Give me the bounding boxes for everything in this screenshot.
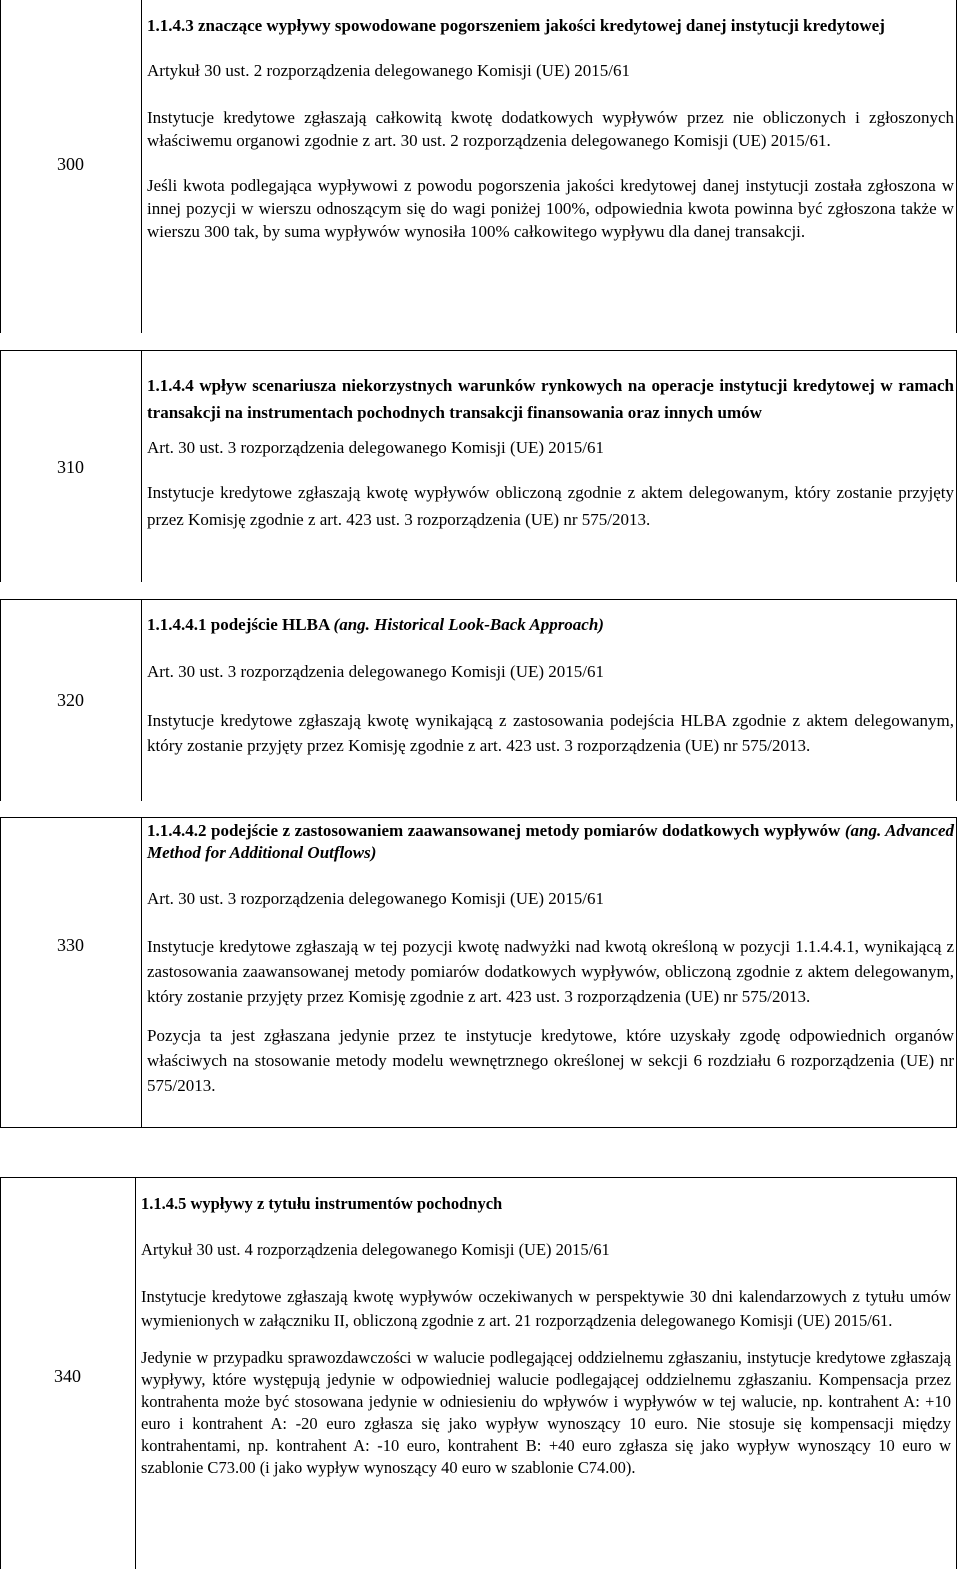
row-content: [147, 612, 954, 758]
legal-basis: Artykuł 30 ust. 4 rozporządzenia delegowanego Komisji (UE) 2015/61: [141, 1240, 610, 1259]
heading-text: 1.1.4.4.2 podejście z zastosowaniem zaawansowanej metody pomiarów dodatkowych wypływów: [147, 821, 845, 840]
description-paragraph: Instytucje kredytowe zgłaszają w tej pozycji kwotę nadwyżki nad kwotą określoną w pozycji 1.1.4.4.1, wynikającą z zastosowania zaawansowanej metody pomiarów dodatkowych wypływów, obliczoną zgodnie z aktem delegowanym, który zostanie przyjęty przez Komisję zgodnie z art. 423 ust. 3 rozporządzenia (UE) nr 575/2013.: [147, 937, 954, 1006]
row-content: [141, 1193, 951, 1479]
description-paragraph: Instytucje kredytowe zgłaszają kwotę wypływów oczekiwanych w perspektywie 30 dni kalendarzowych z tytułu umów wymienionych w załączniku II, obliczoną zgodnie z art. 21 rozporządzenia delegowanego Komisji (UE) 2015/61.: [141, 1287, 951, 1330]
row-code: 320: [57, 690, 84, 710]
description-paragraph: Jeśli kwota podlegająca wypływowi z powodu pogorszenia jakości kredytowej danej instytucji została zgłoszona w innej pozycji w wierszu odnoszącym się do wagi poniżej 100%, odpowiednia kwota powinna być zgłoszona także w wierszu 300 tak, by suma wypływów wynosiła 100% całkowitego wypływu dla danej transakcji.: [147, 176, 954, 241]
description-paragraph: Jedynie w przypadku sprawozdawczości w walucie podlegającej oddzielnemu zgłaszaniu, instytucje kredytowe zgłaszają wypływy, które występują jedynie w odpowiedniej walucie podlegającej oddzielnemu zgłaszaniu. Kompensacja przez kontrahenta może być stosowana jedynie w odniesieniu do wpływów i wypływów w tej walucie, np. kontrahent A: +10 euro i kontrahent A: -20 euro zgłasza się jako wypływ wynoszący 10 euro. Nie stosuje się kompensacji między kontrahentami, np. kontrahent A: -10 euro, kontrahent B: +40 euro zgłasza się jako wypływ wynoszący 10 euro w szablonie C73.00 (i jako wypływ wynoszący 40 euro w szablonie C74.00).: [141, 1348, 951, 1477]
heading-italic-text: (ang. Historical Look-Back Approach): [333, 615, 604, 634]
section-heading: 1.1.4.5 wypływy z tytułu instrumentów pochodnych: [141, 1194, 503, 1213]
description-paragraph: Instytucje kredytowe zgłaszają kwotę wynikającą z zastosowania podejścia HLBA zgodnie z aktem delegowanym, który zostanie przyjęty przez Komisję zgodnie z art. 423 ust. 3 rozporządzenia (UE) nr 575/2013.: [147, 711, 954, 755]
row-code: 340: [54, 1366, 81, 1386]
legal-basis: Art. 30 ust. 3 rozporządzenia delegowanego Komisji (UE) 2015/61: [147, 662, 604, 681]
section-heading: [147, 820, 954, 864]
heading-italic-text: (ang. Advanced Method for Additional Outflows): [147, 821, 954, 862]
row-code: 330: [57, 935, 84, 955]
section-heading: 1.1.4.4 wpływ scenariusza niekorzystnych warunków rynkowych na operacje instytucji kredytowej w ramach transakcji na instrumentach pochodnych transakcji finansowania oraz innych umów: [147, 376, 954, 422]
section-heading: 1.1.4.3 znaczące wypływy spowodowane pogorszeniem jakości kredytowej danej instytucji kredytowej: [147, 16, 885, 35]
row-code: 300: [57, 154, 84, 174]
row-content: [147, 14, 954, 243]
legal-basis: Art. 30 ust. 3 rozporządzenia delegowanego Komisji (UE) 2015/61: [147, 438, 604, 457]
description-paragraph: Instytucje kredytowe zgłaszają kwotę wypływów obliczoną zgodnie z aktem delegowanym, który zostanie przyjęty przez Komisję zgodnie z art. 423 ust. 3 rozporządzenia (UE) nr 575/2013.: [147, 483, 954, 529]
legal-basis: Artykuł 30 ust. 2 rozporządzenia delegowanego Komisji (UE) 2015/61: [147, 61, 630, 80]
row-content: [147, 820, 954, 1098]
section-heading: [147, 612, 954, 637]
row-code: 310: [57, 457, 84, 477]
description-paragraph: Instytucje kredytowe zgłaszają całkowitą kwotę dodatkowych wypływów przez nie obliczonych i zgłoszonych właściwemu organowi zgodnie z art. 30 ust. 2 rozporządzenia delegowanego Komisji (UE) 2015/61.: [147, 108, 954, 150]
heading-text: 1.1.4.4.1 podejście HLBA: [147, 615, 334, 634]
legal-basis: Art. 30 ust. 3 rozporządzenia delegowanego Komisji (UE) 2015/61: [147, 889, 604, 908]
row-content: [147, 372, 954, 533]
description-paragraph: Pozycja ta jest zgłaszana jedynie przez te instytucje kredytowe, które uzyskały zgodę odpowiednich organów właściwych na stosowanie metody modelu wewnętrznego określonej w sekcji 6 rozdziału 6 rozporządzenia (UE) nr 575/2013.: [147, 1026, 954, 1095]
